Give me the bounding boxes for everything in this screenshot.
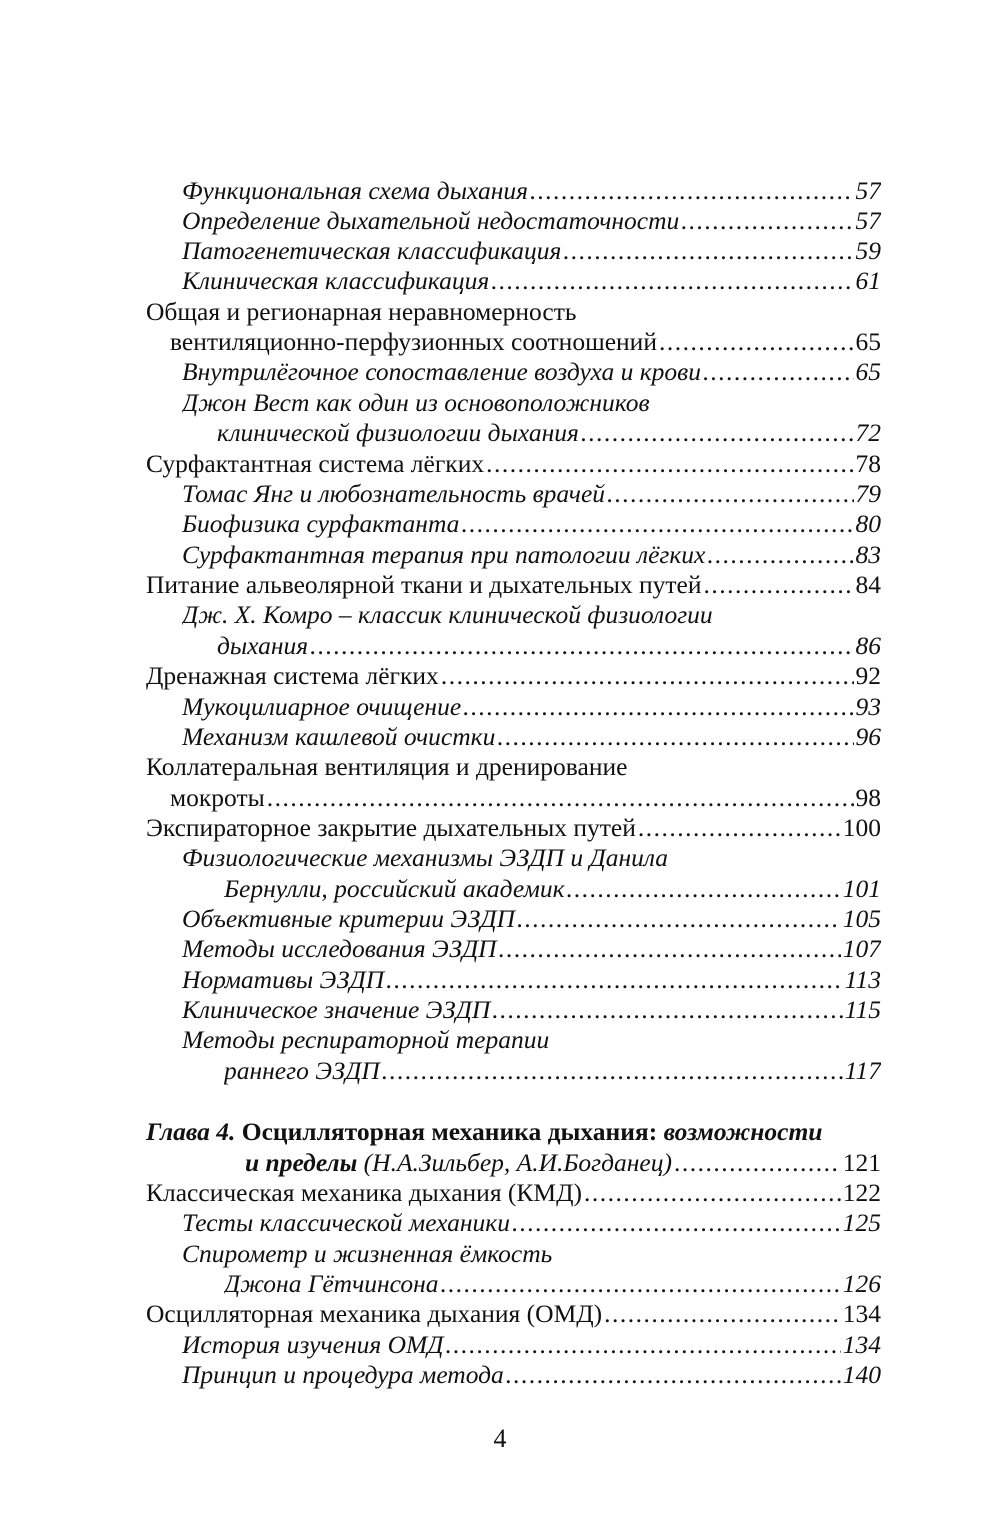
page-ref: 92 xyxy=(855,661,881,690)
page-ref: 121 xyxy=(842,1148,881,1177)
page-ref: 72 xyxy=(855,418,881,447)
page-ref: 125 xyxy=(842,1208,881,1237)
page-ref: 96 xyxy=(855,722,881,751)
toc-entry: Дренажная система лёгких ..... 92 xyxy=(146,659,881,693)
page-ref: 61 xyxy=(855,266,881,295)
page-ref: 122 xyxy=(842,1178,881,1207)
page-ref: 78 xyxy=(855,449,881,478)
page-ref: 107 xyxy=(842,934,881,963)
toc-entry: Физиологические механизмы ЭЗДП и Данила xyxy=(182,843,669,872)
page-ref: 101 xyxy=(842,874,881,903)
page-ref: 57 xyxy=(855,176,881,205)
page-ref: 134 xyxy=(842,1330,881,1359)
chapter-title: Осцилляторная механика дыхания: xyxy=(241,1117,658,1146)
toc-entry: Джона Гётчинсона ..... 126 xyxy=(224,1267,881,1301)
toc-entry: Механизм кашлевой очистки ..... 96 xyxy=(182,720,881,754)
toc-entry: Классическая механика дыхания (КМД) ..... 122 xyxy=(146,1176,881,1210)
page-ref: 113 xyxy=(844,965,881,994)
toc-entry: Патогенетическая классификация ..... 59 xyxy=(182,234,881,268)
toc-entry: Внутрилёгочное сопоставление воздуха и крови ..... 65 xyxy=(182,355,881,389)
toc-entry: Нормативы ЭЗДП ..... 113 xyxy=(182,963,881,997)
toc-entry: Объективные критерии ЭЗДП ..... 105 xyxy=(182,902,881,936)
toc-entry: Спирометр и жизненная ёмкость xyxy=(182,1239,553,1268)
page-ref: 79 xyxy=(855,479,881,508)
toc-entry: раннего ЭЗДП ..... 117 xyxy=(224,1054,881,1088)
page-ref: 98 xyxy=(855,783,881,812)
page-ref: 93 xyxy=(855,692,881,721)
toc-entry: Джон Вест как один из основоположников xyxy=(182,388,650,417)
toc-entry: Осцилляторная механика дыхания (ОМД) ..... 134 xyxy=(146,1297,881,1331)
toc-entry: Мукоцилиарное очищение ..... 93 xyxy=(182,690,881,724)
toc-entry: дыхания ..... 86 xyxy=(217,629,881,663)
page-ref: 80 xyxy=(855,509,881,538)
page-ref: 83 xyxy=(855,540,881,569)
page-ref: 126 xyxy=(842,1269,881,1298)
page-ref: 86 xyxy=(855,631,881,660)
toc-entry: Экспираторное закрытие дыхательных путей ..... 100 xyxy=(146,811,881,845)
chapter-authors: (Н.А.Зильбер, А.И.Богданец) xyxy=(363,1148,672,1177)
toc-entry: Определение дыхательной недостаточности ..... 57 xyxy=(182,204,881,238)
page-number: 4 xyxy=(493,1424,507,1453)
toc-entry: Методы исследования ЭЗДП ..... 107 xyxy=(182,932,881,966)
chapter-title-italic: возможности xyxy=(663,1117,823,1146)
toc-entry: Коллатеральная вентиляция и дренирование xyxy=(146,752,628,781)
page-ref: 134 xyxy=(842,1299,881,1328)
toc-entry: Дж. Х. Комро – классик клинической физиологии xyxy=(182,600,713,629)
toc-entry: Бернулли, российский академик ..... 101 xyxy=(224,872,881,906)
toc-entry: Клиническая классификация ..... 61 xyxy=(182,264,881,298)
page-ref: 105 xyxy=(842,904,881,933)
toc-entry: клинической физиологии дыхания ..... 72 xyxy=(217,416,881,450)
chapter-prefix: Глава 4. xyxy=(146,1117,236,1146)
toc-entry: Биофизика сурфактанта ..... 80 xyxy=(182,507,881,541)
toc-entry: Методы респираторной терапии xyxy=(182,1025,550,1054)
page-ref: 57 xyxy=(855,206,881,235)
toc-entry: Сурфактантная система лёгких ..... 78 xyxy=(146,447,881,481)
page-ref: 65 xyxy=(855,327,881,356)
toc-entry: Томас Янг и любознательность врачей ..... 79 xyxy=(182,477,881,511)
page-ref: 140 xyxy=(842,1360,881,1389)
page-ref: 65 xyxy=(855,357,881,386)
page-ref: 100 xyxy=(842,813,881,842)
toc-entry: Сурфактантная терапия при патологии лёгких ..... 83 xyxy=(182,538,881,572)
toc-entry: Функциональная схема дыхания ..... 57 xyxy=(182,174,881,208)
chapter-heading-continued: и пределы (Н.А.Зильбер, А.И.Богданец) ..... 121 xyxy=(245,1146,881,1180)
toc-entry: История изучения ОМД ..... 134 xyxy=(182,1328,881,1362)
page-ref: 117 xyxy=(844,1056,881,1085)
page-ref: 59 xyxy=(855,236,881,265)
toc-entry: Тесты классической механики ..... 125 xyxy=(182,1206,881,1240)
toc-entry: мокроты ..... 98 xyxy=(170,781,881,815)
chapter-heading xyxy=(146,1115,881,1149)
page-ref: 84 xyxy=(855,570,881,599)
page-ref: 115 xyxy=(844,995,881,1024)
toc-entry: Общая и регионарная неравномерность xyxy=(146,297,577,326)
toc-entry: Питание альвеолярной ткани и дыхательных путей ..... 84 xyxy=(146,568,881,602)
toc-entry: Клиническое значение ЭЗДП ..... 115 xyxy=(182,993,881,1027)
toc-entry: Принцип и процедура метода ..... 140 xyxy=(182,1358,881,1392)
toc-entry: вентиляционно-перфузионных соотношений ..... 65 xyxy=(170,325,881,359)
